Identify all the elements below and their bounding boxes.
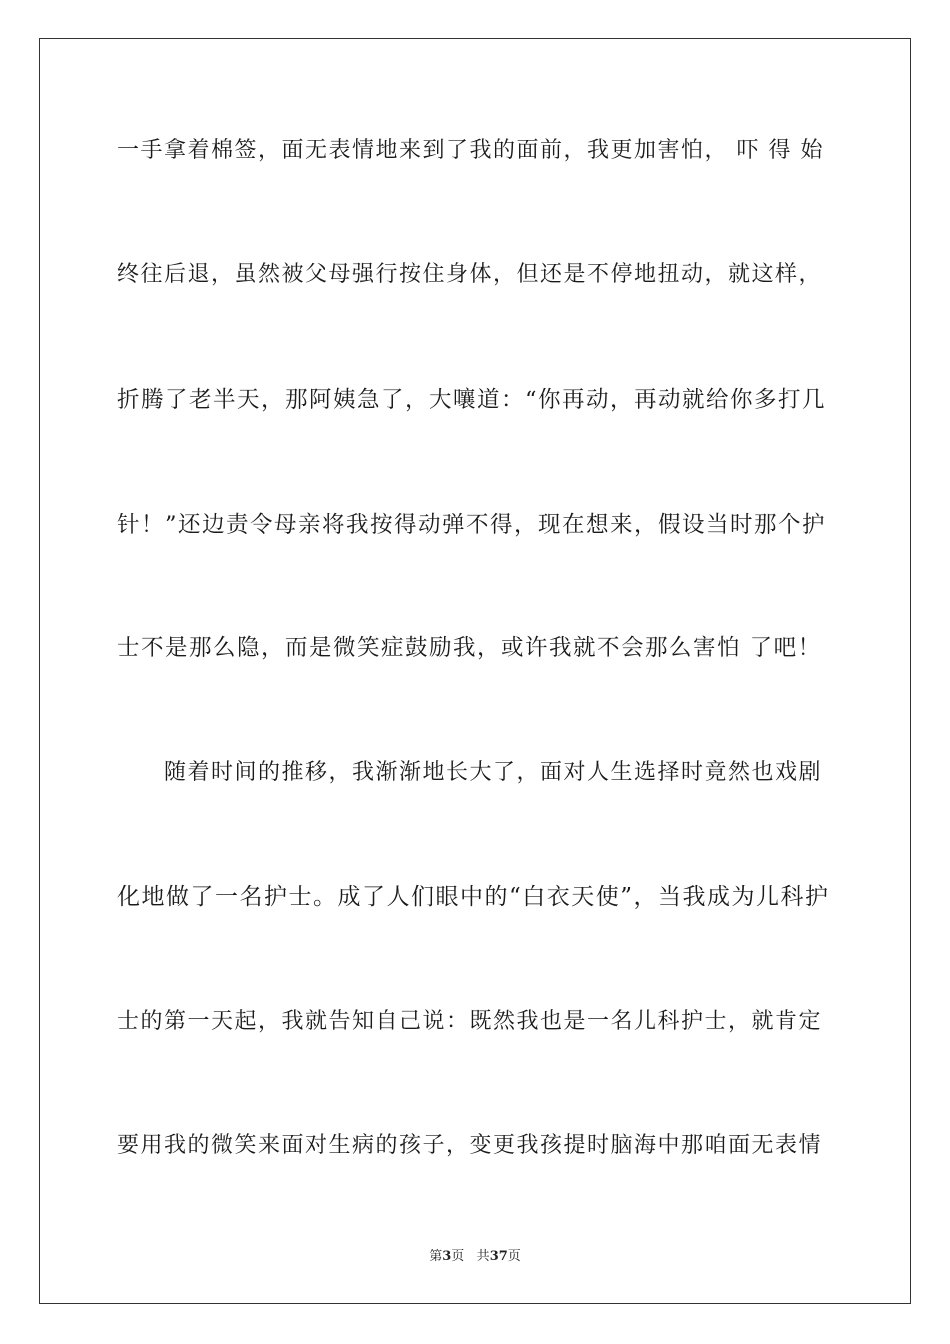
footer-prefix: 第 xyxy=(429,1249,443,1264)
page-footer xyxy=(0,1245,950,1264)
text-line-7: 化地做了一名护士。成了人们眼中的“白衣天使”，当我成为儿科护 xyxy=(117,884,830,910)
text-line-4: 针！”还边责令母亲将我按得动弹不得，现在想来，假设当时那个护 xyxy=(117,512,827,538)
footer-page-suffix: 页 xyxy=(451,1249,465,1264)
paragraph-indent-line: 随着时间的推移，我渐渐地长大了，面对人生选择时竟然也戏剧 xyxy=(164,760,823,785)
text-line-1: 一手拿着棉签，面无表情地来到了我的面前，我更加害怕， 吓 得 始 xyxy=(117,138,824,163)
text-line-3: 折腾了老半天，那阿姨急了，大嚷道：“你再动，再动就给你多打几 xyxy=(117,387,827,413)
text-line-9: 要用我的微笑来面对生病的孩子，变更我孩提时脑海中那咱面无表情 xyxy=(117,1133,823,1158)
current-page-number: 3 xyxy=(442,1249,452,1264)
total-pages-number: 37 xyxy=(489,1249,508,1264)
page-border xyxy=(39,38,911,1304)
footer-total-prefix: 共 xyxy=(476,1249,490,1264)
footer-total-suffix: 页 xyxy=(507,1249,521,1264)
text-line-2: 终往后退，虽然被父母强行按住身体，但还是不停地扭动，就这样， xyxy=(117,262,823,287)
text-line-5: 士不是那么隐，而是微笑症鼓励我，或许我就不会那么害怕 了吧！ xyxy=(117,635,822,661)
text-line-8: 士的第一天起，我就告知自己说：既然我也是一名儿科护士，就肯定 xyxy=(117,1009,823,1034)
